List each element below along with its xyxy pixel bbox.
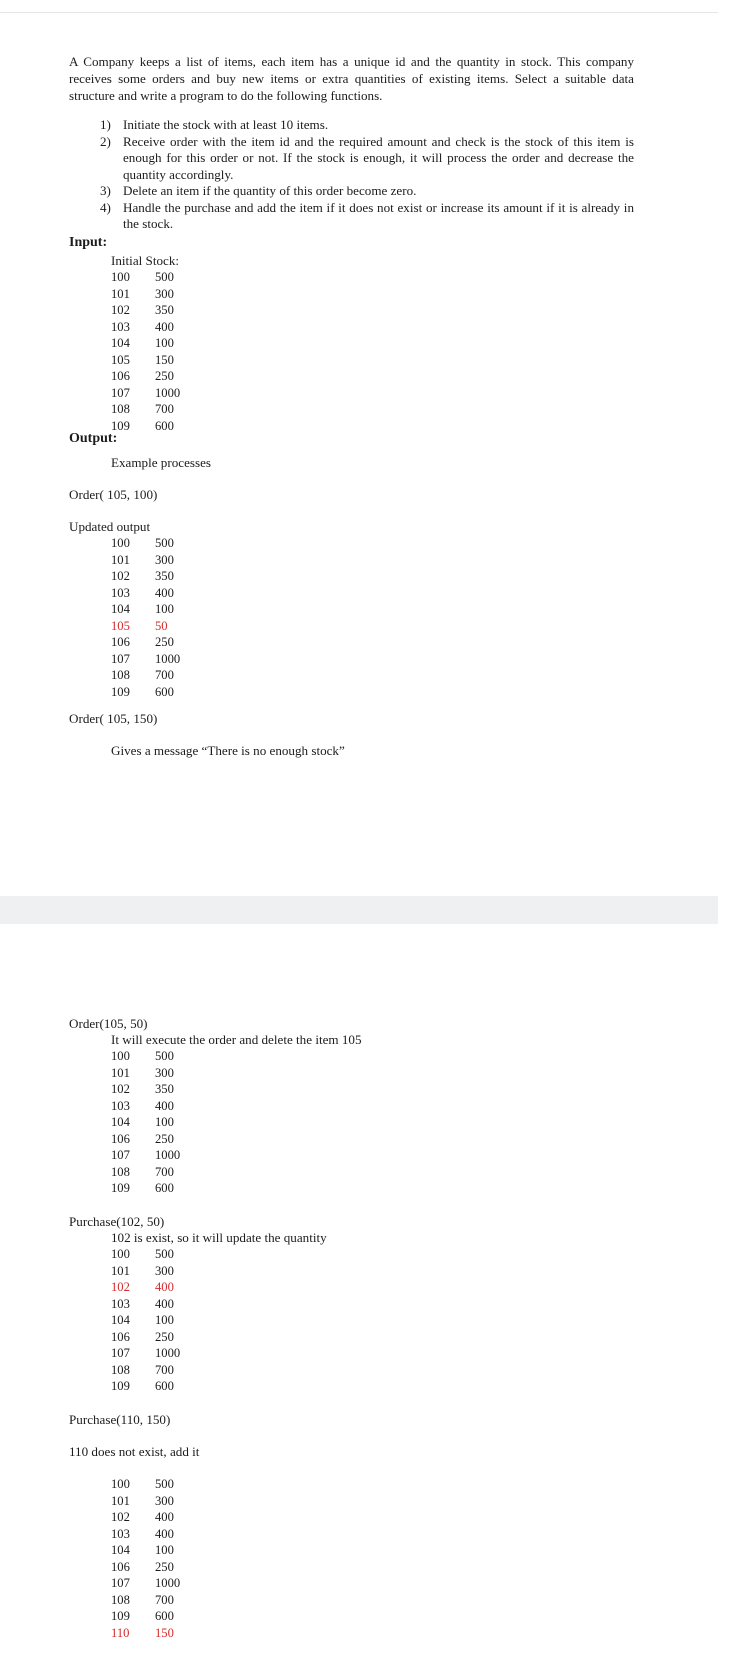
item-quantity: 150 bbox=[155, 352, 174, 367]
stock-row bbox=[111, 535, 180, 552]
stock-row bbox=[111, 335, 180, 352]
stock-row bbox=[111, 618, 180, 635]
item-id: 100 bbox=[111, 1247, 130, 1261]
item-quantity: 300 bbox=[155, 1493, 174, 1508]
item-quantity: 350 bbox=[155, 569, 174, 583]
task-list bbox=[100, 117, 634, 233]
item-quantity: 1000 bbox=[155, 1148, 181, 1162]
task-number: 4) bbox=[100, 199, 111, 215]
item-quantity: 250 bbox=[155, 1559, 174, 1574]
stock-row bbox=[111, 1131, 180, 1148]
item-id: 103 bbox=[111, 1526, 130, 1541]
stock-row bbox=[111, 1263, 180, 1280]
stock-row bbox=[111, 1378, 180, 1395]
purchase-1-note: 102 is exist, so it will update the quantity bbox=[111, 1230, 327, 1245]
task-item bbox=[100, 200, 634, 233]
item-quantity: 1000 bbox=[155, 385, 181, 400]
item-id: 106 bbox=[111, 1131, 130, 1146]
item-quantity: 500 bbox=[155, 270, 174, 284]
task-text: Initiate the stock with at least 10 items. bbox=[123, 117, 329, 132]
stock-row bbox=[111, 1575, 180, 1592]
stock-row bbox=[111, 401, 180, 418]
task-text: Delete an item if the quantity of this order become zero. bbox=[123, 183, 417, 198]
item-quantity: 150 bbox=[155, 1625, 174, 1640]
stock-after-purchase-2-table bbox=[111, 1476, 180, 1641]
item-id: 108 bbox=[111, 402, 130, 416]
item-id: 104 bbox=[111, 1115, 130, 1129]
stock-row bbox=[111, 418, 180, 435]
item-id: 100 bbox=[111, 1477, 130, 1491]
stock-row bbox=[111, 1296, 180, 1313]
item-id: 101 bbox=[111, 1493, 130, 1508]
stock-row bbox=[111, 684, 180, 701]
item-id: 110 bbox=[111, 1625, 130, 1640]
item-quantity: 500 bbox=[155, 1247, 174, 1261]
item-id: 101 bbox=[111, 1065, 130, 1080]
item-id: 106 bbox=[111, 635, 130, 649]
stock-row bbox=[111, 552, 180, 569]
item-id: 104 bbox=[111, 602, 130, 616]
item-quantity: 350 bbox=[155, 1082, 174, 1096]
stock-row bbox=[111, 1559, 180, 1576]
item-id: 105 bbox=[111, 352, 130, 367]
page-2 bbox=[0, 924, 718, 1663]
item-quantity: 600 bbox=[155, 1609, 174, 1623]
page-gap bbox=[0, 896, 718, 924]
stock-row bbox=[111, 1542, 180, 1559]
item-quantity: 250 bbox=[155, 1329, 174, 1344]
item-quantity: 250 bbox=[155, 1131, 174, 1146]
item-quantity: 400 bbox=[155, 1296, 174, 1311]
item-id: 103 bbox=[111, 585, 130, 600]
stock-row bbox=[111, 667, 180, 684]
order-3-note: It will execute the order and delete the item 105 bbox=[111, 1032, 362, 1047]
task-number: 1) bbox=[100, 117, 111, 132]
item-quantity: 400 bbox=[155, 1526, 174, 1541]
item-quantity: 100 bbox=[155, 602, 174, 616]
item-id: 108 bbox=[111, 1592, 130, 1607]
stock-row bbox=[111, 1329, 180, 1346]
item-quantity: 1000 bbox=[155, 1576, 181, 1590]
item-quantity: 500 bbox=[155, 1477, 174, 1491]
item-quantity: 500 bbox=[155, 1049, 174, 1063]
item-quantity: 1000 bbox=[155, 651, 181, 666]
input-heading: Input: bbox=[69, 235, 108, 250]
item-id: 105 bbox=[111, 618, 130, 633]
stock-row bbox=[111, 1509, 180, 1526]
initial-stock-table bbox=[111, 269, 180, 434]
item-id: 102 bbox=[111, 1082, 130, 1096]
item-quantity: 250 bbox=[155, 369, 174, 383]
no-stock-message: Gives a message “There is no enough stock” bbox=[111, 743, 345, 758]
stock-row bbox=[111, 1164, 180, 1181]
item-quantity: 300 bbox=[155, 286, 174, 301]
task-item bbox=[100, 183, 634, 200]
item-id: 103 bbox=[111, 319, 130, 334]
item-quantity: 400 bbox=[155, 1510, 174, 1524]
item-id: 109 bbox=[111, 684, 130, 699]
updated-output-label: Updated output bbox=[69, 519, 151, 534]
order-1: Order( 105, 100) bbox=[69, 487, 158, 502]
stock-row bbox=[111, 1114, 180, 1131]
item-quantity: 100 bbox=[155, 1543, 174, 1557]
task-item bbox=[100, 134, 634, 184]
stock-row bbox=[111, 585, 180, 602]
item-quantity: 600 bbox=[155, 418, 174, 433]
item-quantity: 600 bbox=[155, 684, 174, 699]
item-quantity: 700 bbox=[155, 1592, 174, 1607]
task-number: 2) bbox=[100, 133, 111, 149]
item-id: 101 bbox=[111, 286, 130, 301]
stock-row bbox=[111, 1592, 180, 1609]
task-text: Receive order with the item id and the required amount and check is the stock of this item is enough for this order or not. If the stock is enough, it will process the order and decrease the quantity accordingly. bbox=[123, 133, 634, 182]
stock-row bbox=[111, 1147, 180, 1164]
item-quantity: 700 bbox=[155, 402, 174, 416]
stock-row bbox=[111, 1526, 180, 1543]
page-1 bbox=[0, 12, 718, 897]
stock-row bbox=[111, 385, 180, 402]
item-quantity: 700 bbox=[155, 1362, 174, 1377]
item-quantity: 600 bbox=[155, 1181, 174, 1195]
item-id: 106 bbox=[111, 1559, 130, 1574]
purchase-2: Purchase(110, 150) bbox=[69, 1412, 171, 1427]
stock-row bbox=[111, 319, 180, 336]
stock-row bbox=[111, 1608, 180, 1625]
item-id: 109 bbox=[111, 1379, 130, 1393]
purchase-1: Purchase(102, 50) bbox=[69, 1214, 165, 1229]
item-id: 109 bbox=[111, 1609, 130, 1623]
stock-row bbox=[111, 368, 180, 385]
output-heading: Output: bbox=[69, 431, 118, 446]
item-quantity: 300 bbox=[155, 1263, 174, 1278]
task-item bbox=[100, 117, 634, 134]
item-quantity: 50 bbox=[155, 618, 168, 633]
item-id: 106 bbox=[111, 1329, 130, 1344]
item-id: 100 bbox=[111, 536, 130, 550]
item-id: 107 bbox=[111, 385, 130, 400]
item-id: 109 bbox=[111, 418, 130, 433]
item-id: 101 bbox=[111, 552, 130, 567]
item-id: 108 bbox=[111, 668, 130, 682]
item-quantity: 100 bbox=[155, 1115, 174, 1129]
item-id: 106 bbox=[111, 369, 130, 383]
item-quantity: 300 bbox=[155, 1065, 174, 1080]
item-quantity: 400 bbox=[155, 1098, 174, 1113]
order-2: Order( 105, 150) bbox=[69, 711, 158, 726]
item-id: 100 bbox=[111, 270, 130, 284]
item-quantity: 1000 bbox=[155, 1346, 181, 1360]
stock-row bbox=[111, 1362, 180, 1379]
stock-row bbox=[111, 568, 180, 585]
purchase-2-note: 110 does not exist, add it bbox=[69, 1444, 200, 1459]
right-margin bbox=[718, 0, 732, 1663]
stock-row bbox=[111, 352, 180, 369]
item-id: 107 bbox=[111, 651, 130, 666]
example-label: Example processes bbox=[111, 455, 211, 470]
stock-row bbox=[111, 1180, 180, 1197]
item-id: 102 bbox=[111, 569, 130, 583]
stock-after-delete-table bbox=[111, 1048, 180, 1197]
item-quantity: 400 bbox=[155, 319, 174, 334]
item-id: 103 bbox=[111, 1098, 130, 1113]
item-quantity: 350 bbox=[155, 303, 174, 317]
item-quantity: 700 bbox=[155, 668, 174, 682]
item-id: 108 bbox=[111, 1362, 130, 1377]
stock-after-purchase-1-table bbox=[111, 1246, 180, 1395]
order-3: Order(105, 50) bbox=[69, 1016, 148, 1031]
item-id: 102 bbox=[111, 1510, 130, 1524]
stock-row bbox=[111, 269, 180, 286]
item-quantity: 100 bbox=[155, 1313, 174, 1327]
stock-row bbox=[111, 601, 180, 618]
item-quantity: 100 bbox=[155, 336, 174, 350]
item-quantity: 700 bbox=[155, 1164, 174, 1179]
item-id: 104 bbox=[111, 1313, 130, 1327]
stock-row bbox=[111, 286, 180, 303]
stock-row bbox=[111, 1246, 180, 1263]
stock-row bbox=[111, 1625, 180, 1642]
stock-row bbox=[111, 1048, 180, 1065]
stock-row bbox=[111, 302, 180, 319]
stock-row bbox=[111, 1312, 180, 1329]
item-id: 102 bbox=[111, 303, 130, 317]
item-id: 107 bbox=[111, 1148, 130, 1162]
task-number: 3) bbox=[100, 183, 111, 198]
item-id: 103 bbox=[111, 1296, 130, 1311]
item-id: 108 bbox=[111, 1164, 130, 1179]
item-quantity: 500 bbox=[155, 536, 174, 550]
stock-row bbox=[111, 651, 180, 668]
item-id: 107 bbox=[111, 1576, 130, 1590]
item-id: 100 bbox=[111, 1049, 130, 1063]
item-quantity: 300 bbox=[155, 552, 174, 567]
item-quantity: 600 bbox=[155, 1379, 174, 1393]
item-id: 104 bbox=[111, 1543, 130, 1557]
stock-row bbox=[111, 1476, 180, 1493]
initial-stock-label: Initial Stock: bbox=[111, 253, 180, 268]
stock-row bbox=[111, 1493, 180, 1510]
updated-stock-table bbox=[111, 535, 180, 700]
item-id: 107 bbox=[111, 1346, 130, 1360]
item-id: 109 bbox=[111, 1181, 130, 1195]
item-quantity: 250 bbox=[155, 635, 174, 649]
task-text: Handle the purchase and add the item if it does not exist or increase its amount if it is already in the stock. bbox=[123, 199, 634, 231]
stock-row bbox=[111, 1098, 180, 1115]
stock-row bbox=[111, 1279, 180, 1296]
item-quantity: 400 bbox=[155, 585, 174, 600]
item-id: 104 bbox=[111, 336, 130, 350]
item-id: 102 bbox=[111, 1280, 130, 1294]
stock-row bbox=[111, 1081, 180, 1098]
item-quantity: 400 bbox=[155, 1280, 174, 1294]
item-id: 101 bbox=[111, 1263, 130, 1278]
intro-paragraph: A Company keeps a list of items, each item has a unique id and the quantity in stock. This company receives some orders and buy new items or extra quantities of existing items. Select a suitable data structure and write a program to do the following functions. bbox=[69, 54, 634, 103]
stock-row bbox=[111, 634, 180, 651]
stock-row bbox=[111, 1065, 180, 1082]
stock-row bbox=[111, 1345, 180, 1362]
